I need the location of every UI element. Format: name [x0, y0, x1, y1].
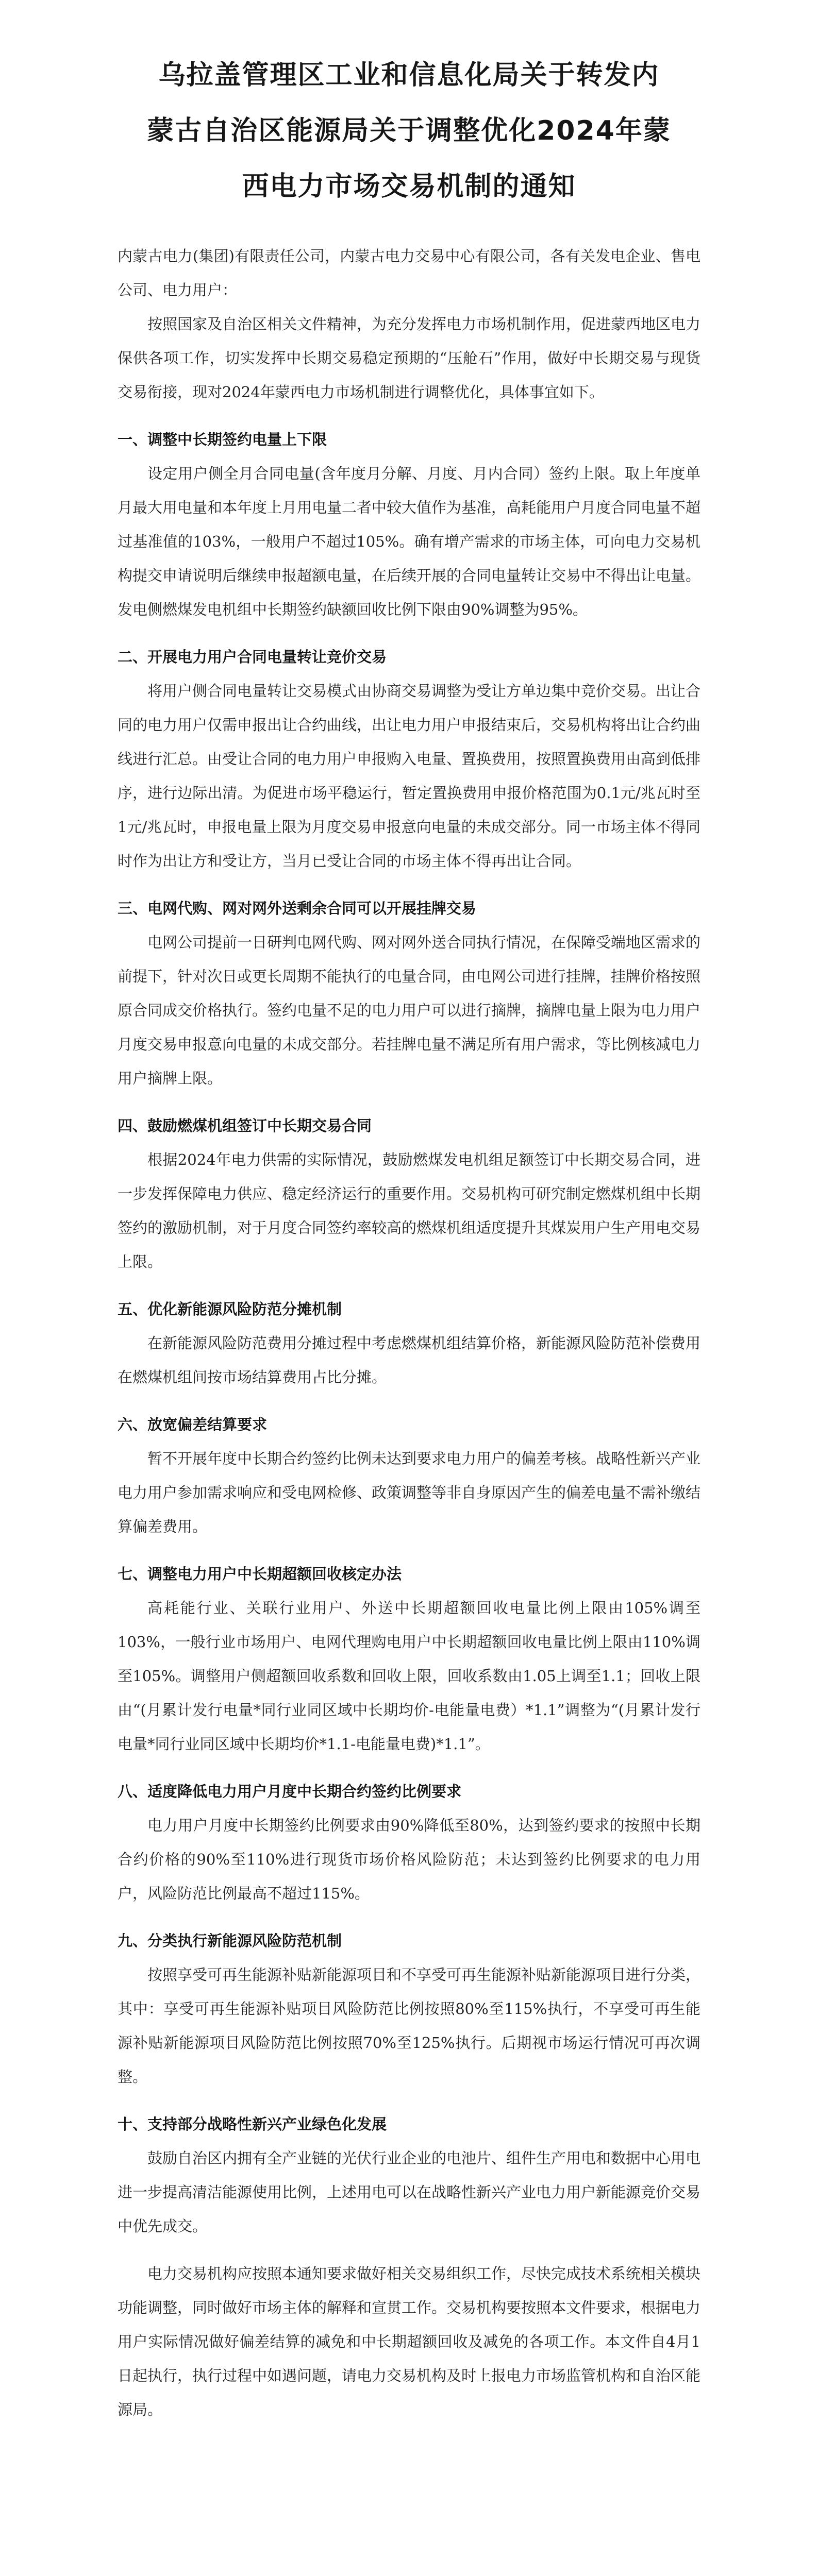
title-line: 西电力市场交易机制的通知: [242, 171, 576, 202]
section-3: [118, 891, 700, 1095]
title-line: 蒙古自治区能源局关于调整优化2024年蒙: [147, 115, 671, 146]
section-paragraph: 电网公司提前一日研判电网代购、网对网外送合同执行情况，在保障受端地区需求的前提下，针对次日或更长周期不能执行的电量合同，由电网公司进行挂牌，挂牌价格按照原合同成交价格执行。签约电量不足的电力用户可以进行摘牌，摘牌电量上限为电力用户月度交易申报意向电量的未成交部分。若挂牌电量不满足所有用户需求，等比例核减电力用户摘牌上限。: [118, 934, 701, 1087]
section-7: [118, 1557, 700, 1761]
salutation: 内蒙古电力(集团)有限责任公司，内蒙古电力交易中心有限公司，各有关发电企业、售电公司、电力用户：: [118, 247, 700, 299]
intro-paragraph: 按照国家及自治区相关文件精神，为充分发挥电力市场机制作用，促进蒙西地区电力保供各项工作，切实发挥中长期交易稳定预期的“压舱石”作用，做好中长期交易与现货交易衔接，现对2024年蒙西电力市场机制进行调整优化，具体事宜如下。: [118, 315, 701, 401]
section-9: [118, 1924, 700, 2094]
section-4: [118, 1109, 700, 1279]
section-paragraph: 在新能源风险防范费用分摊过程中考虑燃煤机组结算价格，新能源风险防范补偿费用在燃煤机组间按市场结算费用占比分摊。: [118, 1334, 701, 1386]
document-title: [118, 47, 700, 214]
document-body: [118, 239, 700, 2427]
section-heading: 九、分类执行新能源风险防范机制: [118, 1932, 342, 1950]
section-5: [118, 1292, 700, 1394]
section-paragraph: 设定用户侧全月合同电量(含年度月分解、月度、月内合同）签约上限。取上年度单月最大用电量和本年度上月用电量二者中较大值作为基准，高耗能用户月度合同电量不超过基准值的103%，一般用户不超过105%。确有增产需求的市场主体，可向电力交易机构提交申请说明后继续申报超额电量，在后续开展的合同电量转让交易中不得出让电量。发电侧燃煤发电机组中长期签约缺额回收比例下限由90%调整为95%。: [118, 465, 701, 618]
section-heading: 一、调整中长期签约电量上下限: [118, 431, 327, 448]
section-heading: 七、调整电力用户中长期超额回收核定办法: [118, 1565, 402, 1583]
section-paragraph: 鼓励自治区内拥有全产业链的光伏行业企业的电池片、组件生产用电和数据中心用电进一步提高清洁能源使用比例，上述用电可以在战略性新兴产业电力用户新能源竞价交易中优先成交。: [118, 2149, 701, 2235]
title-line: 乌拉盖管理区工业和信息化局关于转发内: [158, 60, 660, 91]
section-6: [118, 1408, 700, 1544]
section-paragraph: 根据2024年电力供需的实际情况，鼓励燃煤发电机组足额签订中长期交易合同，进一步发挥保障电力供应、稳定经济运行的重要作用。交易机构可研究制定燃煤机组中长期签约的激励机制，对于月度合同签约率较高的燃煤机组适度提升其煤炭用户生产用电交易上限。: [118, 1151, 701, 1270]
section-8: [118, 1774, 700, 1910]
section-heading: 三、电网代购、网对网外送剩余合同可以开展挂牌交易: [118, 900, 477, 917]
section-heading: 二、开展电力用户合同电量转让竞价交易: [118, 648, 387, 666]
closing-paragraph: 电力交易机构应按照本通知要求做好相关交易组织工作，尽快完成技术系统相关模块功能调整，同时做好市场主体的解释和宣贯工作。交易机构要按照本文件要求，根据电力用户实际情况做好偏差结算的减免和中长期超额回收及减免的各项工作。本文件自4月1日起执行，执行过程中如遇问题，请电力交易机构及时上报电力市场监管机构和自治区能源局。: [118, 2265, 701, 2418]
section-heading: 八、适度降低电力用户月度中长期合约签约比例要求: [118, 1783, 462, 1800]
section-paragraph: 电力用户月度中长期签约比例要求由90%降低至80%，达到签约要求的按照中长期合约价格的90%至110%进行现货市场价格风险防范；未达到签约比例要求的电力用户，风险防范比例最高不超过115%。: [118, 1817, 700, 1902]
section-paragraph: 将用户侧合同电量转让交易模式由协商交易调整为受让方单边集中竞价交易。出让合同的电力用户仅需申报出让合约曲线，出让电力用户申报结束后，交易机构将出让合约曲线进行汇总。由受让合同的电力用户申报购入电量、置换费用，按照置换费用由高到低排序，进行边际出清。为促进市场平稳运行，暂定置换费用申报价格范围为0.1元/兆瓦时至1元/兆瓦时，申报电量上限为月度交易申报意向电量的未成交部分。同一市场主体不得同时作为出让方和受让方，当月已受让合同的市场主体不得再出让合同。: [118, 682, 701, 870]
section-heading: 十、支持部分战略性新兴产业绿色化发展: [118, 2115, 387, 2133]
section-heading: 五、优化新能源风险防范分摊机制: [118, 1300, 342, 1318]
section-paragraph: 按照享受可再生能源补贴新能源项目和不享受可再生能源补贴新能源项目进行分类，其中：享受可再生能源补贴项目风险防范比例按照80%至115%执行，不享受可再生能源补贴新能源项目风险防范比例按照70%至125%执行。后期视市场运行情况可再次调整。: [118, 1966, 701, 2086]
section-heading: 六、放宽偏差结算要求: [118, 1416, 268, 1433]
section-paragraph: 高耗能行业、关联行业用户、外送中长期超额回收电量比例上限由105%调至103%，一般行业市场用户、电网代理购电用户中长期超额回收电量比例上限由110%调至105%。调整用户侧超额回收系数和回收上限，回收系数由1.05上调至1.1；回收上限由“(月累计发行电量*同行业同区域中长期均价-电能量电费）*1.1”调整为“(月累计发行电量*同行业同区域中长期均价*1.1-电能量电费)*1.1”。: [118, 1599, 700, 1753]
section-paragraph: 暂不开展年度中长期合约签约比例未达到要求电力用户的偏差考核。战略性新兴产业电力用户参加需求响应和受电网检修、政策调整等非自身原因产生的偏差电量不需补缴结算偏差费用。: [118, 1450, 701, 1535]
section-heading: 四、鼓励燃煤机组签订中长期交易合同: [118, 1117, 372, 1134]
section-1: [118, 422, 700, 626]
section-10: [118, 2107, 700, 2243]
section-2: [118, 640, 700, 878]
